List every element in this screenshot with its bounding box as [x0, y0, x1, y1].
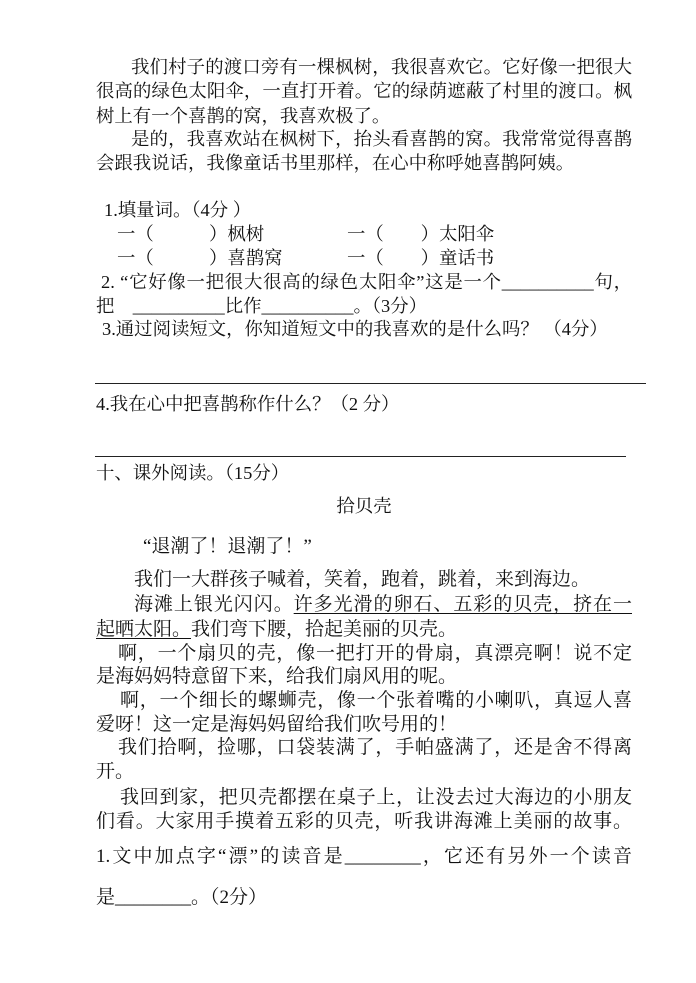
passage-line	[96, 618, 457, 642]
passage-line: 是的，我喜欢站在枫树下，抬头看喜鹊的窝。我常常觉得喜鹊	[131, 129, 632, 149]
passage-line: 是海妈妈特意留下来，给我们扇风用的呢。	[96, 666, 458, 687]
question-prompt: 1.填量词。（4分 ）	[104, 200, 252, 220]
passage-line: 开。	[96, 761, 135, 782]
passage-line: 爱呀！这一定是海妈妈留给我们吹号用的！	[96, 714, 458, 735]
answer-line	[95, 456, 626, 457]
passage-line: 们看。大家用手摸着五彩的贝壳，听我讲海滩上美丽的故事。	[96, 811, 632, 832]
passage-line: 树上有一个喜鹊的窝，我喜欢极了。	[96, 106, 391, 126]
passage-line: 很高的绿色太阳伞，一直打开着。它的绿荫遮蔽了村里的渡口。枫	[96, 81, 632, 101]
underlined-sentence: 起晒太阳。	[96, 619, 192, 640]
question-4: 4.我在心中把喜鹊称作什么？（2 分）	[96, 394, 400, 414]
passage-line: 我们拾啊，捡哪，口袋装满了，手帕盛满了，还是舍不得离	[118, 737, 632, 758]
passage-line: 我回到家，把贝壳都摆在桌子上，让没去过大海边的小朋友	[120, 787, 632, 808]
passage-line: 我们村子的渡口旁有一棵枫树，我很喜欢它。它好像一把很大	[131, 57, 632, 77]
plain-text: 海滩上银光闪闪。	[134, 594, 294, 615]
passage-line: 啊，一个扇贝的壳，像一把打开的骨扇，真漂亮啊！说不定	[118, 643, 632, 664]
question-line: 是________。（2分）	[96, 887, 268, 908]
question-line: 1.文中加点字“漂”的读音是________，它还有另外一个读音	[96, 846, 632, 867]
question-line: 2. “它好像一把很大很高的绿色太阳伞”这是一个__________句，	[101, 272, 632, 292]
fill-blank-item: 一（ ）童话书	[347, 248, 495, 268]
underlined-sentence: 许多光滑的卵石、五彩的贝壳，挤在一	[293, 594, 632, 615]
fill-blank-item: 一（ ）枫树	[117, 224, 265, 244]
passage-line: 会跟我说话，我像童话书里那样，在心中称呼她喜鹊阿姨。	[96, 153, 575, 173]
passage-title: 拾贝壳	[336, 496, 392, 516]
question-3: 3.通过阅读短文，你知道短文中的我喜欢的是什么吗？ （4分）	[102, 319, 608, 339]
passage-line: 啊，一个细长的螺蛳壳，像一个张着嘴的小喇叭，真逗人喜	[120, 690, 632, 711]
plain-text: 我们弯下腰，拾起美丽的贝壳。	[191, 619, 458, 640]
passage-line: “退潮了！退潮了！”	[143, 536, 312, 557]
question-line: 把 __________比作__________。（3分）	[96, 296, 428, 316]
answer-line	[95, 383, 646, 384]
passage-line: 我们一大群孩子喊着，笑着，跑着，跳着，来到海边。	[134, 569, 591, 590]
fill-blank-item: 一（ ）喜鹊窝	[117, 248, 283, 268]
fill-blank-item: 一（ ）太阳伞	[347, 224, 495, 244]
section-heading: 十、课外阅读。（15分）	[96, 463, 290, 483]
passage-line	[134, 593, 632, 617]
